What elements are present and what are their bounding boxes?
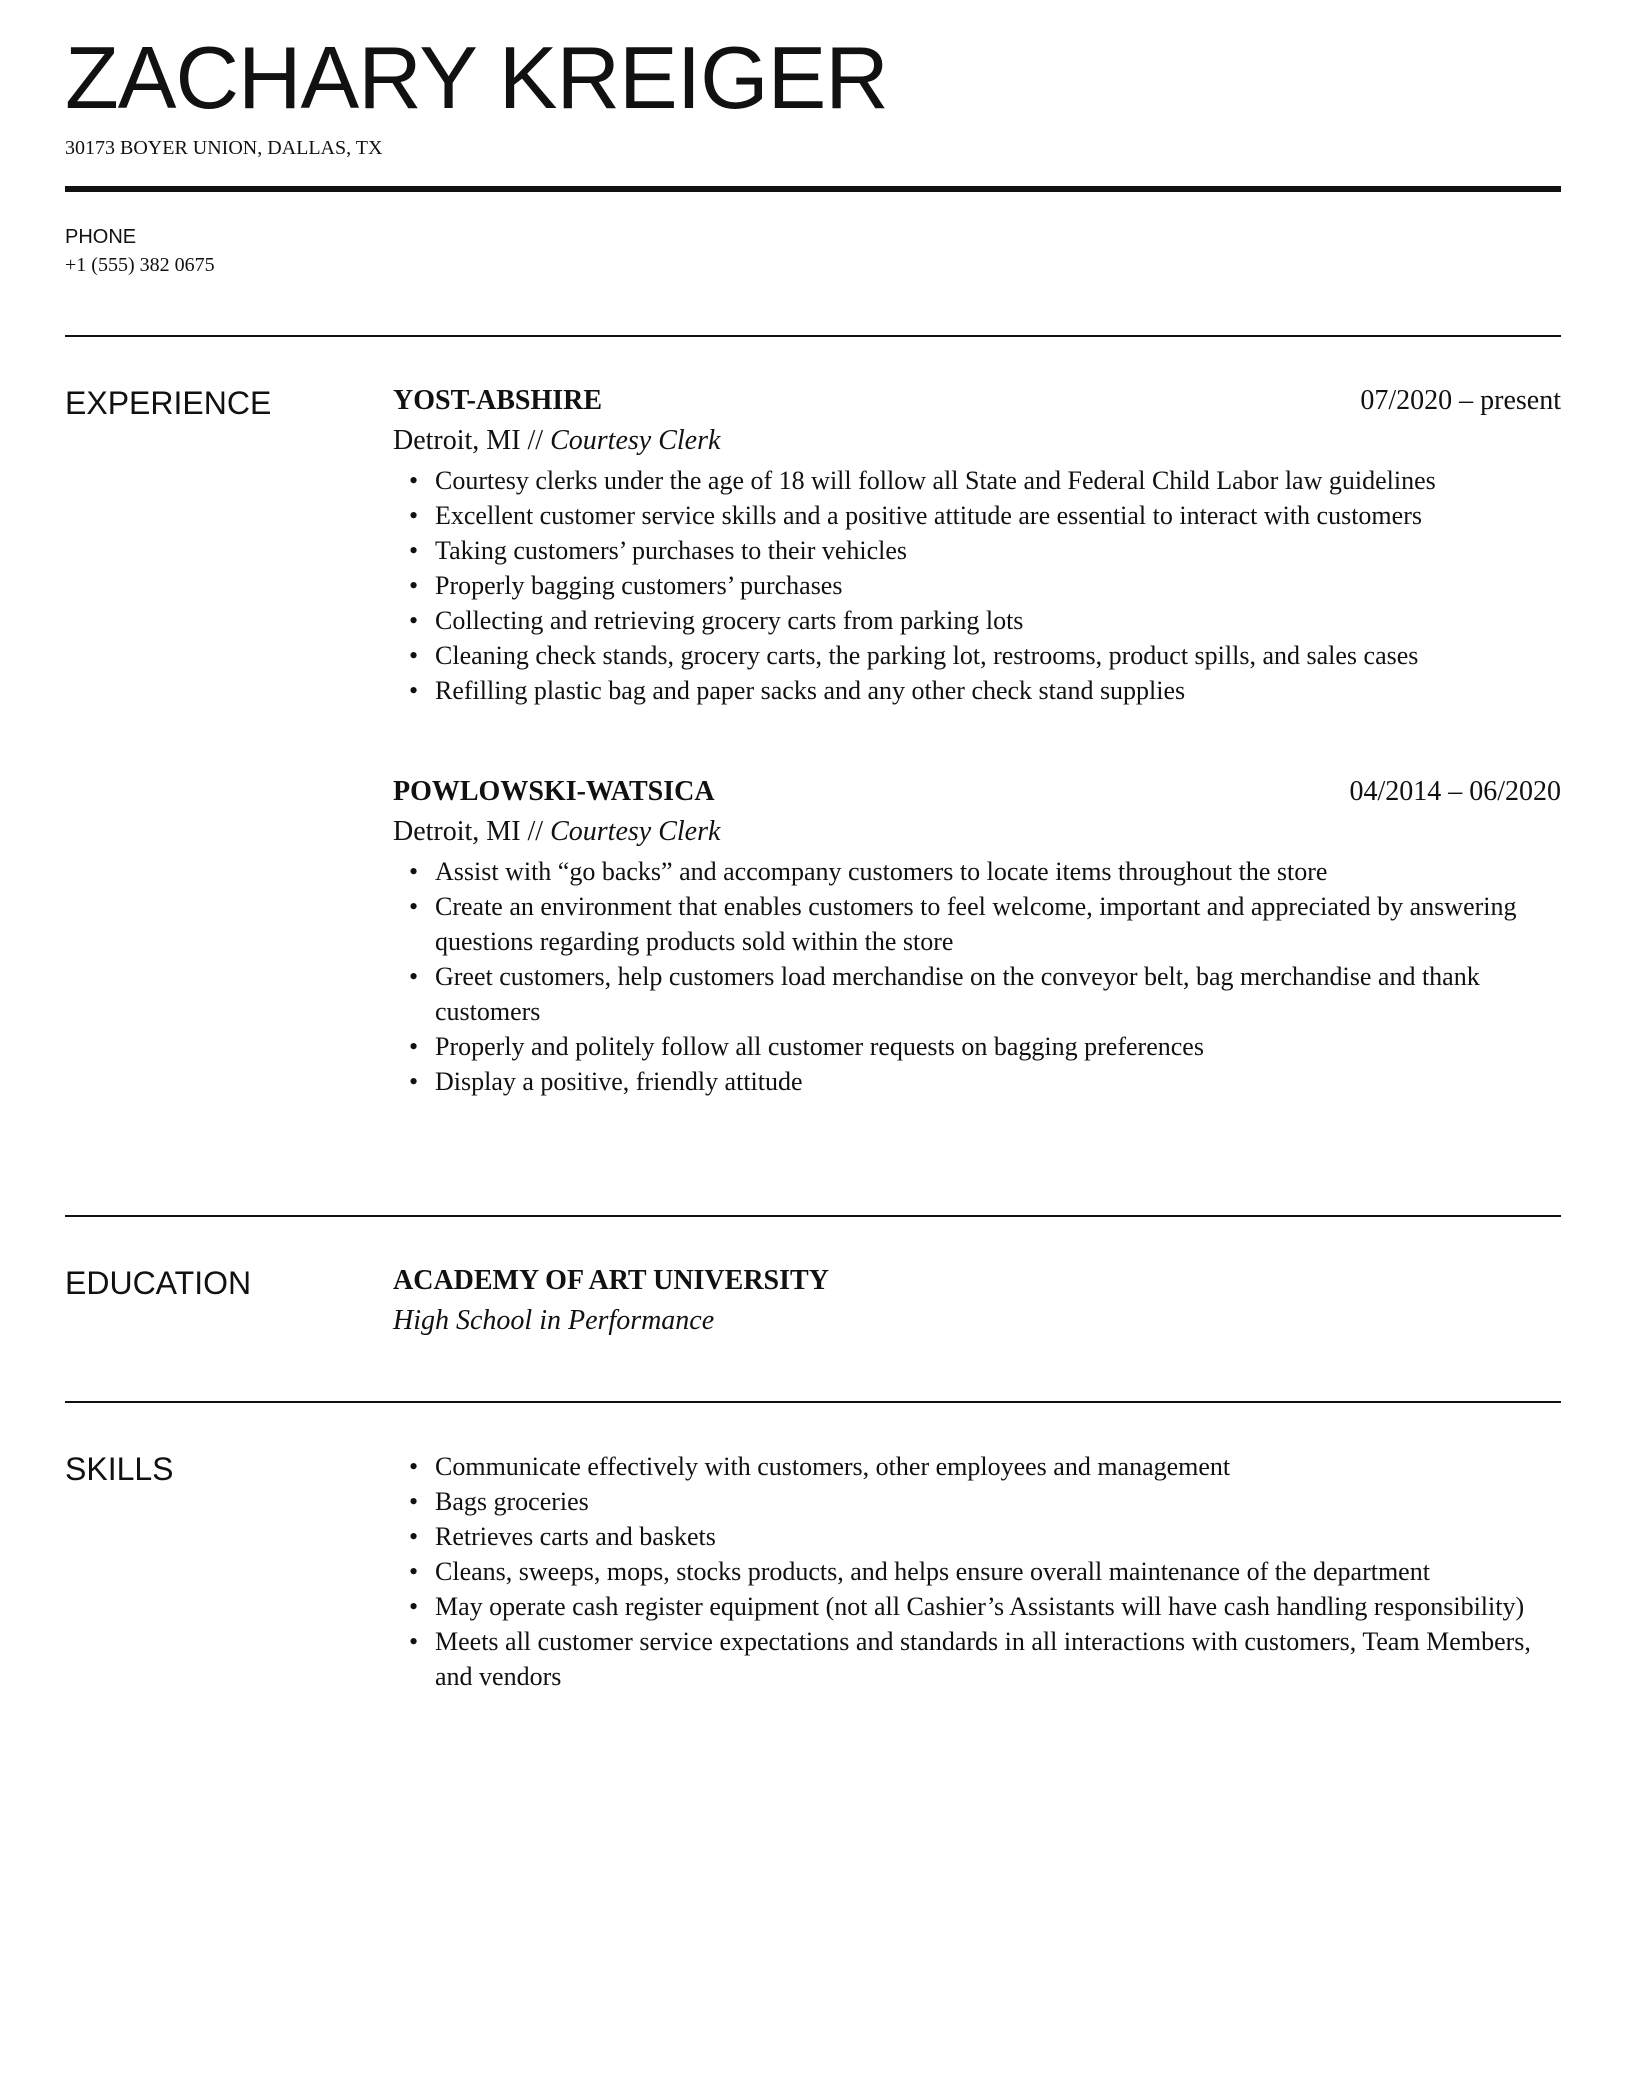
skill-item: • Cleans, sweeps, mops, stocks products, and helps ensure overall maintenance of the department: [393, 1554, 1561, 1589]
address: 30173 BOYER UNION, DALLAS, TX: [65, 137, 383, 159]
job-dates: 07/2020 – present: [1360, 385, 1561, 416]
bullet-item: • Courtesy clerks under the age of 18 will follow all State and Federal Child Labor law guidelines: [393, 463, 1561, 498]
phone-number: +1 (555) 382 0675: [65, 254, 215, 276]
resume: [65, 0, 1561, 1694]
separator: //: [520, 816, 551, 847]
bullet-item: • Properly bagging customers’ purchases: [393, 568, 1561, 603]
education-section: [65, 1217, 1561, 1401]
bullet-item: • Greet customers, help customers load merchandise on the conveyor belt, bag merchandise and thank customers: [393, 959, 1561, 1029]
skills-section: [65, 1403, 1561, 1694]
experience-list: [393, 381, 1561, 1215]
bullet-item: • Taking customers’ purchases to their vehicles: [393, 533, 1561, 568]
company-name: POWLOWSKI-WATSICA: [393, 776, 715, 807]
job-entry: [393, 772, 1561, 1099]
skill-item: • Meets all customer service expectations and standards in all interactions with customers, Team Members, and vendors: [393, 1624, 1561, 1694]
bullet-item: • Assist with “go backs” and accompany customers to locate items throughout the store: [393, 854, 1561, 889]
separator: //: [520, 425, 551, 456]
bullet-item: • Create an environment that enables customers to feel welcome, important and appreciated by answering questions regarding products sold within the store: [393, 889, 1561, 959]
section-heading: EXPERIENCE: [65, 385, 272, 421]
bullet-item: • Refilling plastic bag and paper sacks and any other check stand supplies: [393, 673, 1561, 708]
job-entry: [393, 381, 1561, 708]
job-location: Detroit, MI: [393, 425, 521, 456]
bullet-item: • Collecting and retrieving grocery carts from parking lots: [393, 603, 1561, 638]
bullet-item: • Display a positive, friendly attitude: [393, 1064, 1561, 1099]
bullet-item: • Properly and politely follow all customer requests on bagging preferences: [393, 1029, 1561, 1064]
job-title: Courtesy Clerk: [550, 425, 721, 456]
job-location: Detroit, MI: [393, 816, 521, 847]
degree: High School in Performance: [393, 1305, 715, 1336]
skill-item: • Retrieves carts and baskets: [393, 1519, 1561, 1554]
skill-item: • Communicate effectively with customers, other employees and management: [393, 1449, 1561, 1484]
bullet-item: • Cleaning check stands, grocery carts, the parking lot, restrooms, product spills, and sales cases: [393, 638, 1561, 673]
job-title: Courtesy Clerk: [550, 816, 721, 847]
skill-item: • May operate cash register equipment (not all Cashier’s Assistants will have cash handling responsibility): [393, 1589, 1561, 1624]
phone-label: PHONE: [65, 226, 137, 248]
section-heading: SKILLS: [65, 1451, 174, 1487]
candidate-name: ZACHARY KREIGER: [65, 28, 888, 127]
skills-list: [393, 1449, 1561, 1694]
company-name: YOST-ABSHIRE: [393, 385, 603, 416]
bullet-item: • Excellent customer service skills and a positive attitude are essential to interact with customers: [393, 498, 1561, 533]
skill-item: • Bags groceries: [393, 1484, 1561, 1519]
school-name: ACADEMY OF ART UNIVERSITY: [393, 1265, 829, 1296]
header-divider: [65, 186, 1561, 192]
section-heading: EDUCATION: [65, 1265, 252, 1301]
experience-section: [65, 337, 1561, 1215]
job-dates: 04/2014 – 06/2020: [1349, 776, 1561, 807]
